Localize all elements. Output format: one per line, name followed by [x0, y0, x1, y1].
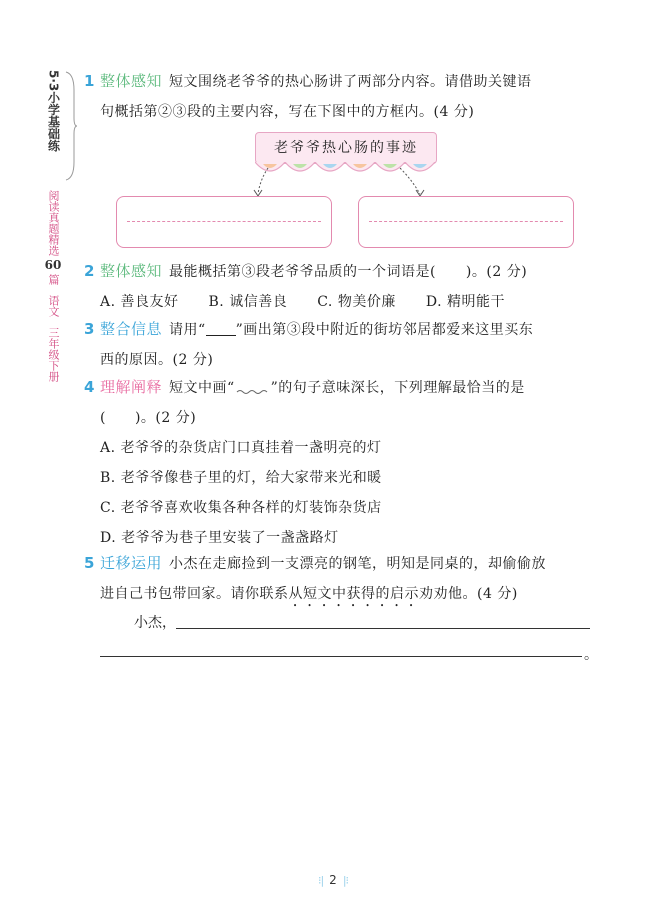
- question-text-line2: 进自己书包带回家。请你联系: [100, 586, 289, 602]
- option-a[interactable]: A. 善良友好: [100, 294, 179, 310]
- series-label: 阅读真题精选: [47, 190, 60, 256]
- question-3: [84, 314, 594, 375]
- wavy-line-sample: [235, 380, 271, 394]
- series-count-unit: 篇: [47, 274, 60, 285]
- summary-diagram: [110, 128, 580, 256]
- answer-line-1[interactable]: [176, 628, 590, 629]
- answer-line-2[interactable]: [100, 656, 582, 657]
- question-stem: 最能概括第③段老爷爷品质的一个词语是(: [168, 264, 436, 280]
- emphasized-text: 从短文中获得的启示: [288, 586, 419, 602]
- question-1: [84, 66, 594, 127]
- brand-title: 5·3小学基础练: [46, 70, 61, 152]
- option-d[interactable]: D. 老爷爷为巷子里安装了一盏盏路灯: [100, 530, 339, 546]
- option-b[interactable]: B. 诚信善良: [208, 294, 288, 310]
- series-count: 60: [44, 258, 62, 272]
- option-c[interactable]: C. 物美价廉: [317, 294, 396, 310]
- diagram-arrows: [250, 166, 450, 198]
- question-number: 2: [84, 262, 95, 280]
- question-stem-end: ”的句子意味深长，下列理解最恰当的是: [270, 380, 525, 396]
- sidebar-series: [38, 190, 68, 382]
- option-d[interactable]: D. 精明能干: [425, 294, 505, 310]
- question-tag: 整合信息: [99, 320, 162, 338]
- question-number: 1: [84, 72, 95, 90]
- question-text: 短文围绕老爷爷的热心肠讲了两部分内容。请借助关键语: [168, 74, 532, 90]
- question-number: 4: [84, 378, 95, 396]
- page-deco-left-icon: ⁝|: [317, 874, 324, 887]
- question-2: [84, 256, 594, 317]
- answer-box-right[interactable]: [358, 196, 574, 248]
- question-stem-end: ”画出第③段中附近的街坊邻居都爱来这里买东: [235, 322, 534, 338]
- page-number: 2: [329, 873, 337, 887]
- underline-sample: [206, 321, 236, 336]
- question-text-line2: ( )。(2 分): [100, 410, 197, 426]
- option-b[interactable]: B. 老爷爷像巷子里的灯，给大家带来光和暖: [100, 470, 382, 486]
- options: [84, 287, 594, 317]
- question-text: 小杰在走廊捡到一支漂亮的钢笔，明知是同桌的，却偷偷放: [168, 556, 546, 572]
- question-text-line2-end: 劝劝他。(4 分): [419, 586, 518, 602]
- answer-box-left[interactable]: [116, 196, 332, 248]
- diagram-banner: 老爷爷热心肠的事迹: [255, 132, 437, 164]
- option-c[interactable]: C. 老爷爷喜欢收集各种各样的灯装饰杂货店: [100, 500, 382, 516]
- question-4: [84, 372, 594, 553]
- page-deco-right-icon: |⁝: [342, 874, 349, 887]
- sidebar-brace: [64, 70, 78, 182]
- grade-label: 三年级下册: [47, 327, 60, 382]
- page-footer: [0, 873, 666, 887]
- subject-label: 语文: [47, 295, 60, 317]
- question-number: 3: [84, 320, 95, 338]
- question-stem: 请用“: [168, 322, 206, 338]
- question-text-line2: 句概括第②③段的主要内容，写在下图中的方框内。(4 分): [100, 104, 475, 120]
- question-number: 5: [84, 554, 95, 572]
- question-tag: 理解阐释: [99, 378, 162, 396]
- question-tag: 迁移运用: [99, 554, 162, 572]
- question-5: [84, 548, 594, 610]
- question-stem: 短文中画“: [168, 380, 235, 396]
- question-text-line2: 西的原因。(2 分): [100, 352, 214, 368]
- question-tag: 整体感知: [99, 72, 162, 90]
- option-a[interactable]: A. 老爷爷的杂货店门口真挂着一盏明亮的灯: [100, 440, 382, 456]
- question-stem-end: )。(2 分): [465, 264, 528, 280]
- question-tag: 整体感知: [99, 262, 162, 280]
- answer-end-mark: 。: [584, 647, 598, 663]
- answer-label: 小杰，: [134, 615, 176, 631]
